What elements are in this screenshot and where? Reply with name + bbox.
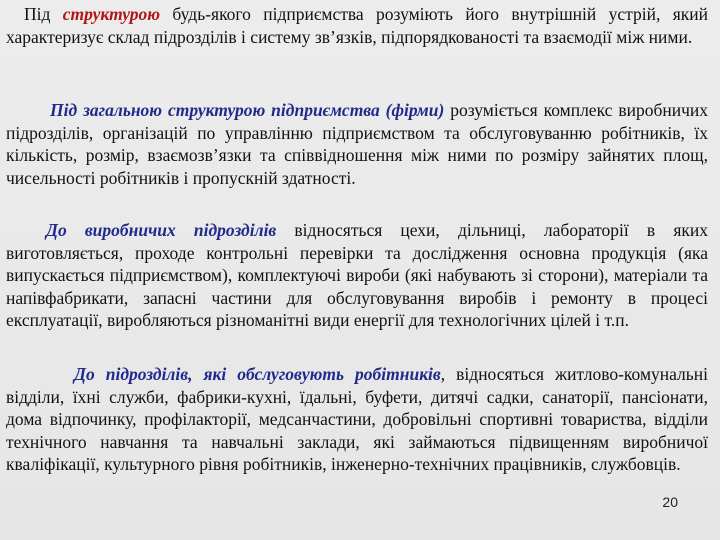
term-production-units: До виробничих підрозділів	[46, 220, 277, 240]
term-general-structure: Під загальною структурою підприємства (фірми)	[50, 100, 445, 120]
p1-lead: Під	[24, 4, 63, 24]
paragraph-general-structure	[6, 99, 708, 189]
p3-text: відносяться цехи, дільниці, лабораторії в яких виготовляється, проходе контрольні перевірки та дослідження основна продукція (яка випускається підприємством), комплектуючі вироби (які набувають зі сторони), матеріали та напівфабрикати, запасні частини для обслуговування виробів і ремонту в процесі експлуатації, виробляються різноманітні види енергії для технологічних цілей і т.п.	[6, 220, 709, 330]
p1-text: будь-якого підприємства розуміють його внутрішній устрій, який характеризує склад підрозділів і систему зв’язків, підпорядкованості та взаємодії між ними.	[6, 4, 708, 47]
term-structure: структурою	[62, 4, 161, 24]
term-service-units: До підрозділів, які обслуговують робітників	[74, 364, 441, 384]
paragraph-service-units	[6, 363, 708, 476]
page-number: 20	[662, 494, 678, 510]
paragraph-production-units	[6, 219, 708, 332]
p2-text: розуміється комплекс виробничих підрозділів, організацій по управлінню підприємством та обслуговуванню робітників, їх кількість, розмір, взаємозв’язки та співвідношення між ними по розміру зайнятих площ, чисельності робітників і пропускній здатності.	[6, 100, 709, 188]
paragraph-definition-structure	[6, 3, 708, 48]
p4-text: , відносяться житлово-комунальні відділи, їхні служби, фабрики-кухні, їдальні, буфети, дитячі садки, санаторії, пансіонати, дома відпочинку, профілакторії, медсанчастини, добровільні спортивні товариства, відділи технічного навчання та навчальні заклади, які займаються підвищенням виробничої кваліфікації, культурного рівня робітників, інженерно-технічних працівників, службовців.	[6, 364, 708, 474]
